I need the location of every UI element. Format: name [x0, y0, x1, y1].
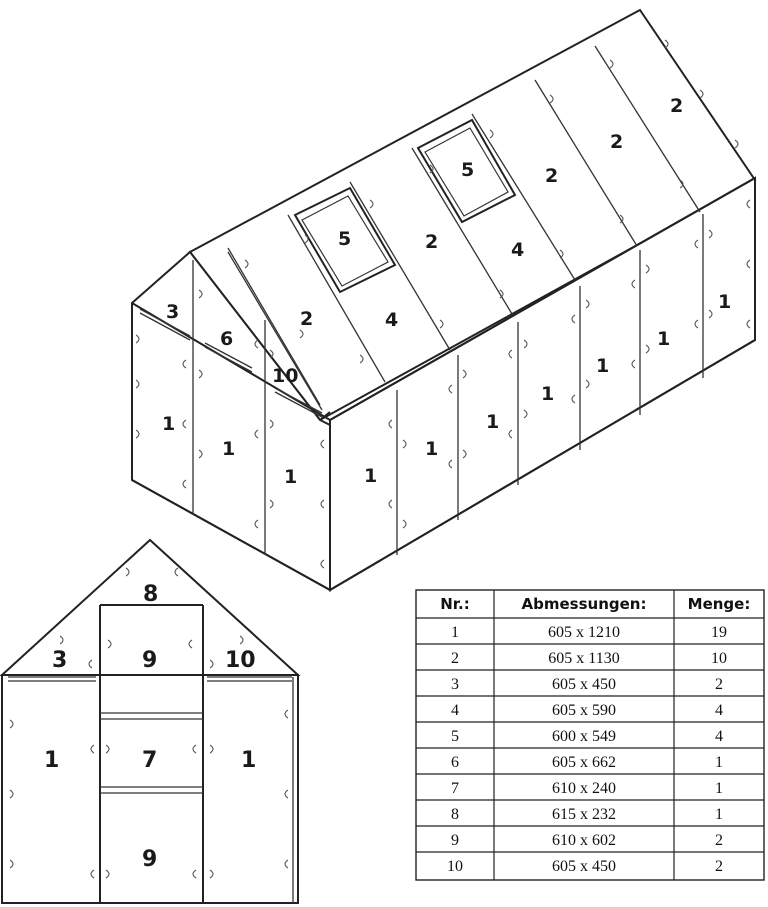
table-cell: 605 x 450 — [552, 858, 616, 875]
table-cell: 10 — [447, 858, 463, 875]
side-panel-1-label: 1 — [596, 355, 610, 377]
table-cell: 4 — [715, 728, 723, 745]
side-panel-1-label: 1 — [364, 465, 378, 487]
parts-table — [416, 590, 764, 880]
table-cell: 9 — [451, 832, 459, 849]
table-cell: 8 — [451, 806, 459, 823]
table-cell: 10 — [711, 650, 727, 667]
table-cell: 2 — [715, 858, 723, 875]
table-cell: 4 — [451, 702, 459, 719]
front-panel-7-label: 7 — [142, 748, 158, 773]
table-header: Abmessungen: — [521, 595, 647, 613]
table-cell: 605 x 590 — [552, 702, 616, 719]
front-panel-9-label: 9 — [142, 847, 158, 872]
table-cell: 6 — [451, 754, 459, 771]
roof-panel-4-label: 4 — [385, 309, 399, 331]
roof-panel-2-label: 2 — [300, 308, 314, 330]
table-cell: 1 — [451, 624, 459, 641]
roof-panel-2-label: 2 — [610, 131, 624, 153]
roof-panel-2-label: 2 — [670, 95, 684, 117]
front-panel-10-label: 10 — [225, 648, 256, 673]
front-panel-9-label: 9 — [142, 648, 158, 673]
table-cell: 615 x 232 — [552, 806, 616, 823]
table-cell: 605 x 1210 — [548, 624, 620, 641]
table-cell: 610 x 240 — [552, 780, 616, 797]
table-cell: 610 x 602 — [552, 832, 616, 849]
table-cell: 2 — [715, 832, 723, 849]
front-panel-3-label: 3 — [52, 648, 68, 673]
gable-panel-1-label: 1 — [222, 438, 236, 460]
table-cell: 600 x 549 — [552, 728, 616, 745]
front-panel-1-label: 1 — [44, 748, 60, 773]
table-cell: 2 — [715, 676, 723, 693]
roof-window-5-label: 5 — [461, 159, 475, 181]
table-cell: 19 — [711, 624, 727, 641]
roof-window-5-label: 5 — [338, 228, 352, 250]
gable-panel-10-label: 10 — [272, 365, 299, 387]
table-cell: 7 — [451, 780, 459, 797]
table-cell: 605 x 1130 — [548, 650, 620, 667]
front-panel-8-label: 8 — [143, 582, 159, 607]
table-cell: 4 — [715, 702, 723, 719]
side-panel-1-label: 1 — [486, 411, 500, 433]
isometric-greenhouse — [132, 10, 755, 590]
table-cell: 1 — [715, 754, 723, 771]
gable-panel-6-label: 6 — [220, 328, 234, 350]
table-cell: 5 — [451, 728, 459, 745]
roof-panel-2-label: 2 — [545, 165, 559, 187]
roof-panel-2-label: 2 — [425, 231, 439, 253]
gable-panel-3-label: 3 — [166, 301, 180, 323]
table-cell: 605 x 662 — [552, 754, 616, 771]
table-header: Nr.: — [440, 595, 470, 613]
side-panel-1-label: 1 — [718, 291, 732, 313]
front-elevation — [2, 540, 298, 903]
side-panel-1-label: 1 — [425, 438, 439, 460]
table-cell: 2 — [451, 650, 459, 667]
table-cell: 1 — [715, 806, 723, 823]
front-panel-1-label: 1 — [241, 748, 257, 773]
roof-panel-4-label: 4 — [511, 239, 525, 261]
table-cell: 605 x 450 — [552, 676, 616, 693]
table-header: Menge: — [687, 595, 751, 613]
table-cell: 3 — [451, 676, 459, 693]
table-cell: 1 — [715, 780, 723, 797]
gable-panel-1-label: 1 — [284, 466, 298, 488]
side-panel-1-label: 1 — [541, 383, 555, 405]
side-panel-1-label: 1 — [657, 328, 671, 350]
gable-panel-1-label: 1 — [162, 413, 176, 435]
